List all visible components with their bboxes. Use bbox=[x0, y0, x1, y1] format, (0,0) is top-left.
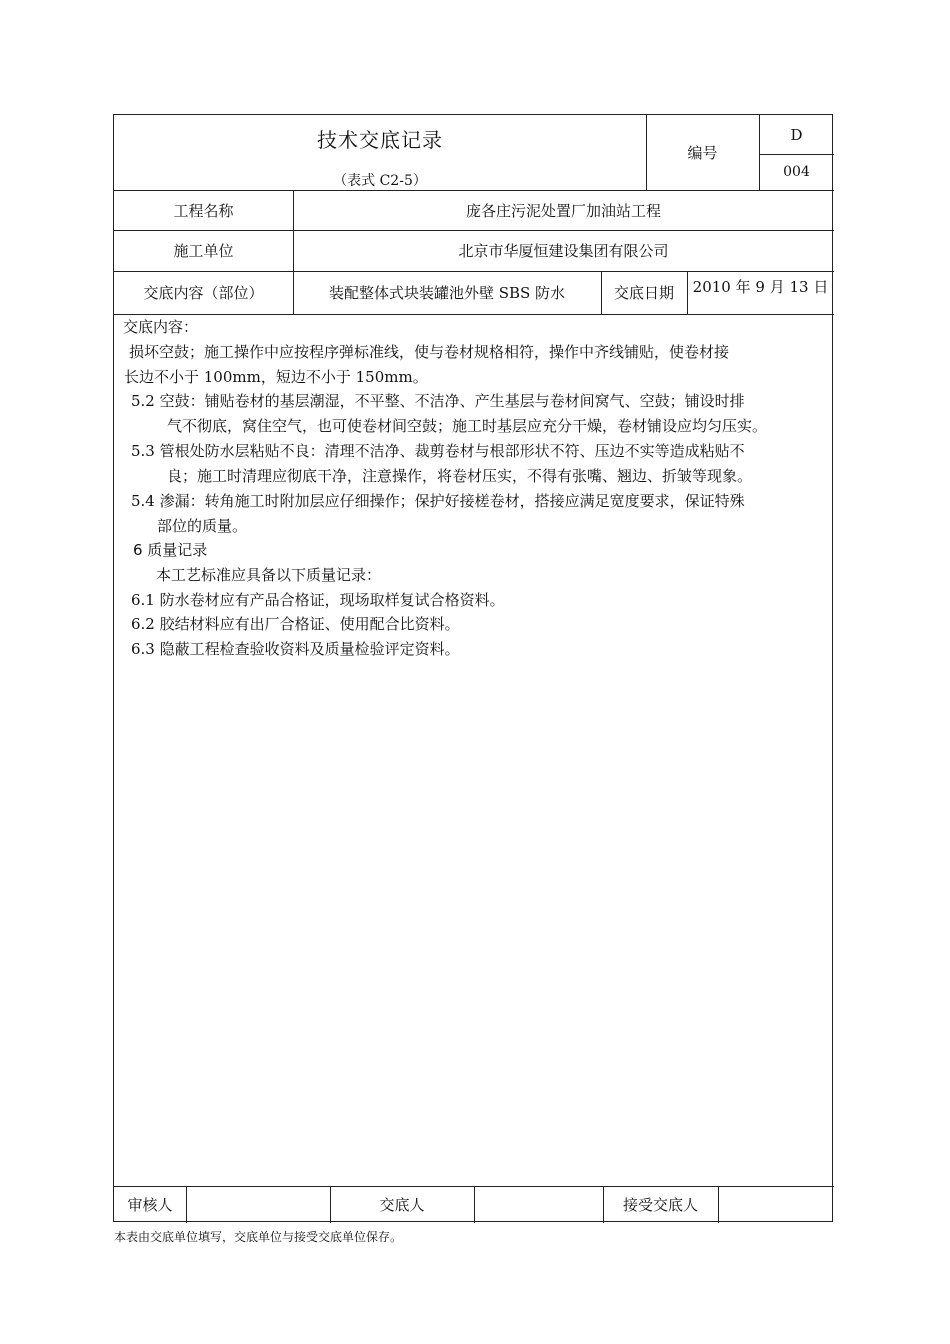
project-name-value: 庞各庄污泥处置厂加油站工程 bbox=[465, 201, 661, 220]
date-value: 2010 年 9 月 13 日 bbox=[692, 277, 829, 296]
contractor-label: 施工单位 bbox=[173, 242, 234, 260]
content-line: 损坏空鼓；施工操作中应按程序弹标准线，使与卷材规格相符，操作中齐线铺贴，使卷材接 bbox=[129, 343, 730, 361]
footer-note: 本表由交底单位填写，交底单位与接受交底单位保存。 bbox=[114, 1230, 403, 1244]
content-line: 气不彻底，窝住空气，也可使卷材间空鼓；施工时基层应充分干燥，卷材铺设应均匀压实。 bbox=[167, 417, 768, 435]
content-line: 部位的质量。 bbox=[157, 517, 248, 535]
reviewer-signature[interactable] bbox=[186, 1186, 330, 1223]
content-line: 本工艺标准应具备以下质量记录： bbox=[156, 566, 382, 584]
reviewer-label: 审核人 bbox=[127, 1196, 173, 1214]
receiver-label: 接受交底人 bbox=[622, 1196, 698, 1214]
date-label: 交底日期 bbox=[613, 284, 674, 302]
content-line: 5.2 空鼓：铺贴卷材的基层潮湿，不平整、不洁净、产生基层与卷材间窝气、空鼓；铺设时排 bbox=[131, 392, 745, 410]
section-heading: 6 质量记录 bbox=[133, 541, 208, 559]
content-line: 6.1 防水卷材应有产品合格证，现场取样复试合格资料。 bbox=[131, 591, 505, 609]
content-part-label: 交底内容（部位） bbox=[143, 284, 264, 302]
discloser-label: 交底人 bbox=[379, 1196, 425, 1214]
number-bottom: 004 bbox=[783, 164, 810, 180]
content-line: 6.3 隐蔽工程检查验收资料及质量检验评定资料。 bbox=[131, 640, 460, 658]
receiver-signature[interactable] bbox=[718, 1186, 834, 1223]
content-line: 5.4 渗漏：转角施工时附加层应仔细操作；保护好接槎卷材，搭接应满足宽度要求，保证特殊 bbox=[131, 492, 745, 510]
number-label: 编号 bbox=[687, 144, 718, 162]
content-line: 6.2 胶结材料应有出厂合格证、使用配合比资料。 bbox=[131, 615, 460, 633]
disclosure-form bbox=[113, 114, 833, 1222]
contractor-value: 北京市华厦恒建设集团有限公司 bbox=[458, 242, 669, 260]
content-line: 5.3 管根处防水层粘贴不良：清理不洁净、裁剪卷材与根部形状不符、压边不实等造成粘贴不 bbox=[131, 442, 745, 460]
form-title: 技术交底记录 bbox=[317, 127, 443, 152]
content-heading: 交底内容： bbox=[123, 318, 199, 336]
content-part-value: 装配整体式块装罐池外壁 SBS 防水 bbox=[328, 284, 566, 302]
content-line: 长边不小于 100mm，短边不小于 150mm。 bbox=[124, 368, 428, 386]
number-top: D bbox=[790, 125, 803, 144]
content-line: 良；施工时清理应彻底干净，注意操作，将卷材压实，不得有张嘴、翘边、折皱等现象。 bbox=[167, 467, 753, 485]
discloser-signature[interactable] bbox=[474, 1186, 603, 1223]
form-code: （表式 C2-5） bbox=[333, 173, 427, 189]
project-name-label: 工程名称 bbox=[173, 201, 234, 220]
